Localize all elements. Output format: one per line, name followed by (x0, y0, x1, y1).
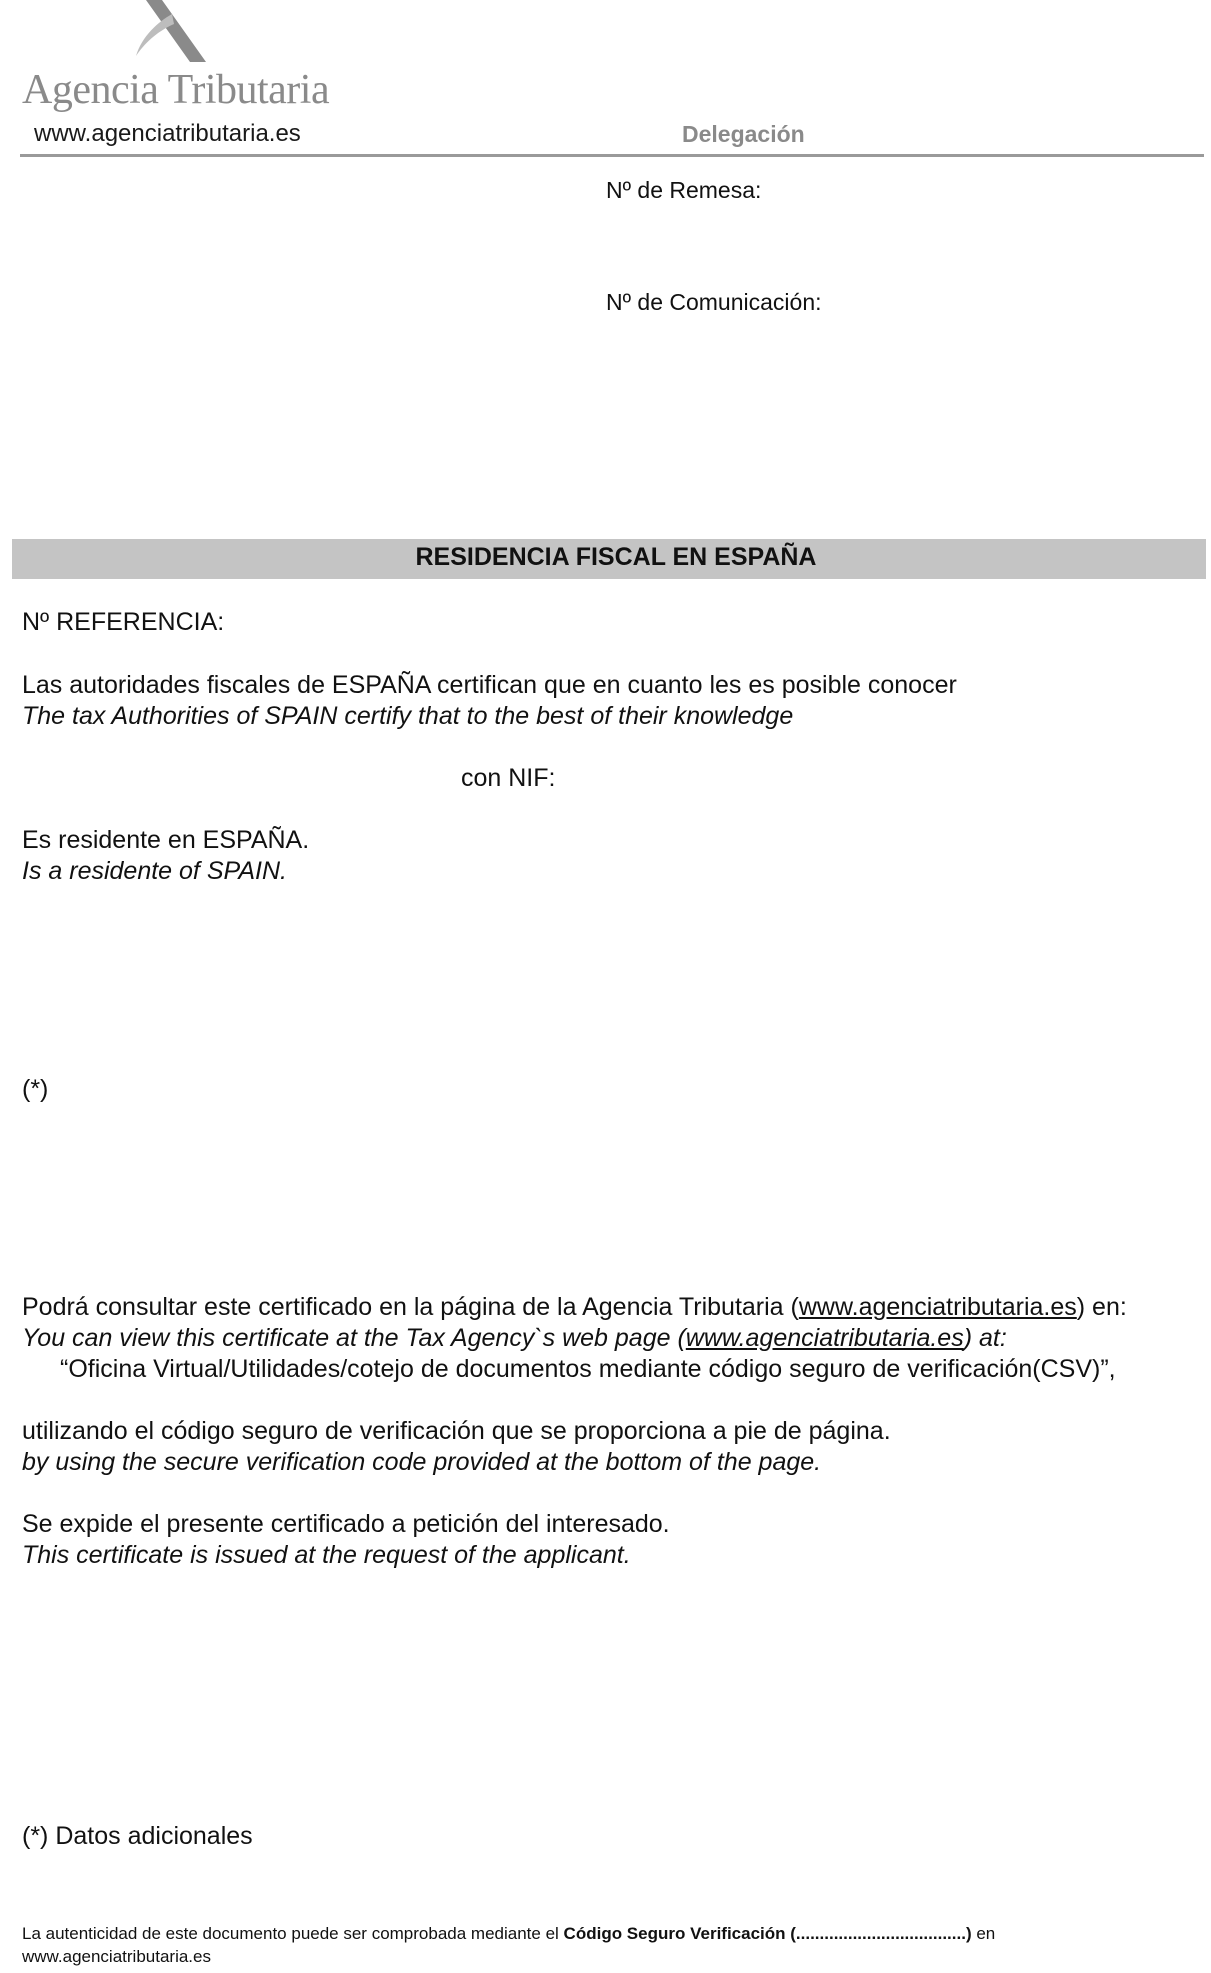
csv-code: Código Seguro Verificación (....................................) (563, 1924, 972, 1943)
remesa-label: Nº de Remesa: (606, 177, 762, 203)
delegacion-label: Delegación (682, 121, 805, 147)
agencia-tributaria-logo-icon (128, 0, 208, 70)
using-en: by using the secure verification code provided at the bottom of the page. (22, 1448, 822, 1476)
consult-es-link[interactable]: www.agenciatributaria.es (798, 1293, 1077, 1321)
referencia-label: Nº REFERENCIA: (22, 608, 225, 636)
authenticity-pre: La autenticidad de este documento puede ser comprobada mediante el (22, 1924, 564, 1943)
consult-en-link[interactable]: www.agenciatributaria.es (685, 1324, 964, 1352)
certify-es: Las autoridades fiscales de ESPAÑA certifican que en cuanto les es posible conocer (22, 671, 957, 699)
issued-en: This certificate is issued at the request of the applicant. (22, 1541, 631, 1569)
authenticity-post: en (971, 1924, 996, 1943)
logo-wordmark: Agencia Tributaria (22, 67, 330, 113)
header-divider (20, 154, 1204, 157)
footer-url[interactable]: www.agenciatributaria.es (22, 1947, 211, 1966)
consult-es (22, 1293, 1127, 1322)
nif-label: con NIF: (461, 764, 556, 792)
resident-en: Is a residente of SPAIN. (22, 857, 287, 885)
certify-en: The tax Authorities of SPAIN certify that to the best of their knowledge (22, 702, 794, 730)
consult-es-pre: Podrá consultar este certificado en la página de la Agencia Tributaria ( (22, 1293, 799, 1321)
consult-es-post: ) en: (1076, 1293, 1127, 1321)
asterisk-note: (*) (22, 1075, 49, 1103)
consult-en-pre: You can view this certificate at the Tax Agency`s web page ( (22, 1324, 686, 1352)
authenticity-note (22, 1924, 995, 1944)
csv-path: “Oficina Virtual/Utilidades/cotejo de documentos mediante código seguro de verificación(CSV)”, (60, 1355, 1116, 1383)
site-url[interactable]: www.agenciatributaria.es (34, 120, 301, 147)
consult-en-post: ) at: (963, 1324, 1007, 1352)
using-es: utilizando el código seguro de verificación que se proporciona a pie de página. (22, 1417, 891, 1445)
resident-es: Es residente en ESPAÑA. (22, 826, 310, 854)
issued-es: Se expide el presente certificado a petición del interesado. (22, 1510, 670, 1538)
title-bar (12, 539, 1206, 579)
comunicacion-label: Nº de Comunicación: (606, 289, 822, 315)
consult-en (22, 1324, 1007, 1353)
page-title: RESIDENCIA FISCAL EN ESPAÑA (415, 543, 817, 571)
additional-data-label: (*) Datos adicionales (22, 1822, 253, 1850)
